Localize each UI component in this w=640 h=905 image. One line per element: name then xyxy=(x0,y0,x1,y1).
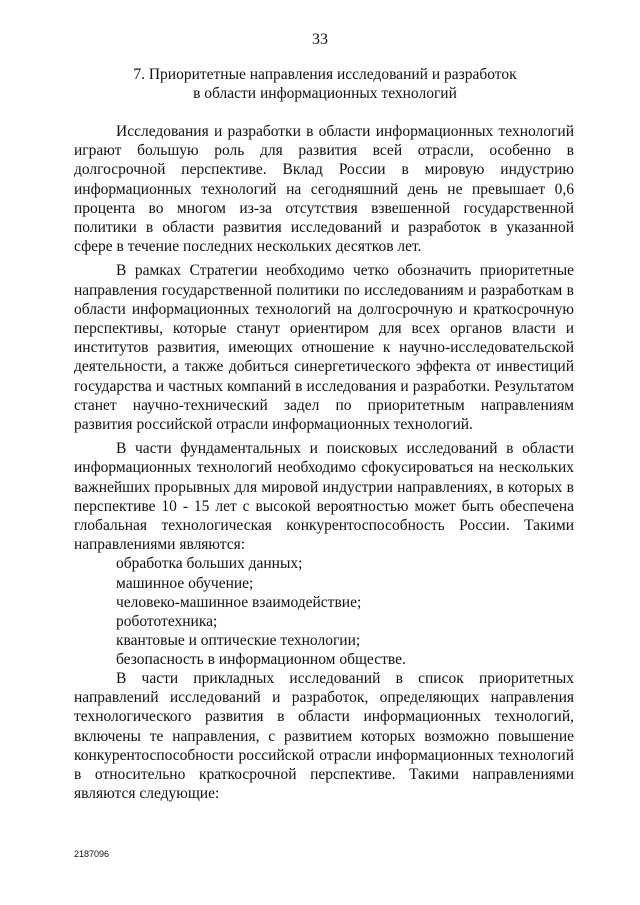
paragraph-4: В части прикладных исследований в список приоритетных направлений исследований и разработок, определяющих направления технологического развития в области информационных технологий, включены те направления, с развитием которых возможно повышение конкурентоспособности российской отрасли информационных технологий в относительно краткосрочной перспективе. Такими направлениями являются следующие: xyxy=(74,670,574,803)
paragraph-1: Исследования и разработки в области информационных технологий играют большую роль для развития всей отрасли, особенно в долгосрочной перспективе. Вклад России в мировую индустрию информационных технологий на сегодняшний день не превышает 0,6 процента во многом из-за отсутствия взвешенной государственной политики в области развития исследований и разработок в указанной сфере в течение последних нескольких десятков лет. xyxy=(74,123,574,256)
list-item: машинное обучение; xyxy=(116,574,254,592)
body-text-upper xyxy=(74,122,574,670)
list-item: квантовые и оптические технологии; xyxy=(116,632,361,650)
body-text-lower xyxy=(74,669,574,803)
list-item: обработка больших данных; xyxy=(116,555,303,573)
paragraph-2: В рамках Стратегии необходимо четко обозначить приоритетные направления государственной политики по исследованиям и разработкам в области информационных технологий на долгосрочную и краткосрочную перспективы, которые станут ориентиром для всех органов власти и институтов развития, имеющих отношение к научно-исследовательской деятельности, а также добиться синергетического эффекта от инвестиций государства и частных компаний в исследования и разработки. Результатом станет научно-технический задел по приоритетным направлениям развития российской отрасли информационных технологий. xyxy=(74,262,574,434)
list-item: человеко-машинное взаимодействие; xyxy=(116,593,362,611)
section-heading-line-2: в области информационных технологий xyxy=(193,85,457,102)
priority-directions-list xyxy=(74,554,574,669)
document-id: 2187096 xyxy=(74,849,110,859)
list-item: робототехника; xyxy=(116,613,218,631)
section-heading-line-1: 7. Приоритетные направления исследований и разработок xyxy=(133,66,517,83)
section-heading xyxy=(80,65,570,103)
paragraph-3: В части фундаментальных и поисковых исследований в области информационных технологий необходимо сфокусироваться на нескольких важнейших прорывных для мировой индустрии направлениях, в которых в перспективе 10 - 15 лет с высокой вероятностью может быть обеспечена глобальная технологическая конкурентоспособность России. Такими направлениями являются: xyxy=(74,440,574,554)
page-number: 33 xyxy=(312,31,328,48)
list-item: безопасность в информационном обществе. xyxy=(116,651,406,669)
